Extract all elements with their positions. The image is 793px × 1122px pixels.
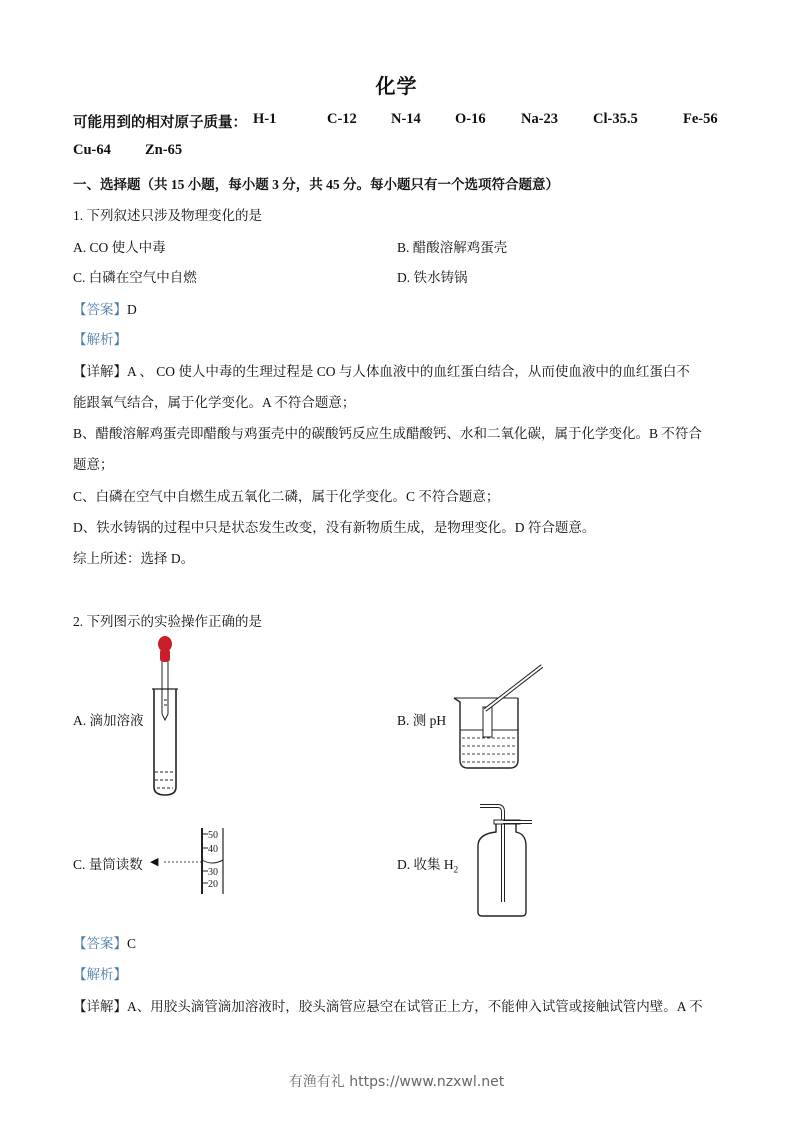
- answer-value: D: [127, 302, 137, 317]
- eye-icon: ◀: [150, 855, 159, 868]
- q2-option-b: B. 测 pH: [397, 713, 447, 728]
- q2-detail-line: 【详解】A、用胶头滴管滴加溶液时，胶头滴管应悬空在试管正上方，不能伸入试管或接触试管内壁。A 不: [73, 999, 703, 1014]
- answer-label: 【答案】: [73, 302, 127, 317]
- q1-detail-line: 题意；: [73, 457, 114, 472]
- section-heading: 一、选择题（共 15 小题，每小题 3 分，共 45 分。每小题只有一个选项符合题意）: [73, 177, 559, 192]
- svg-text:30: 30: [208, 867, 218, 878]
- atomic-mass-item: N-14: [391, 111, 421, 127]
- q2-answer: [73, 932, 136, 952]
- q2-option-d: D. 收集 $H_2$: [397, 857, 459, 875]
- atomic-mass-item: Na-23: [521, 111, 559, 127]
- graduated-cylinder-figure: [160, 826, 240, 896]
- atomic-mass-item: C-12: [327, 111, 357, 127]
- q1-option-d: D. 铁水铸锅: [397, 270, 468, 285]
- q1-detail-line: D、铁水铸锅的过程中只是状态发生改变，没有新物质生成，是物理变化。D 符合题意。: [73, 520, 596, 535]
- page-title: 化学: [375, 76, 418, 98]
- atomic-mass-item: Cl-35.5: [593, 111, 638, 127]
- atomic-mass-item: Cu-64: [73, 142, 111, 158]
- footer-watermark: 有渔有礼 https://www.nzxwl.net: [288, 1074, 505, 1090]
- q1-option-c: C. 白磷在空气中自燃: [73, 270, 197, 285]
- answer-value: C: [127, 936, 137, 951]
- q1-answer: [73, 298, 137, 318]
- q1-summary: 综上所述：选择 D。: [73, 551, 195, 566]
- svg-text:40: 40: [208, 844, 218, 855]
- detail-label: 【详解】: [73, 999, 127, 1014]
- q2-option-c: C. 量筒读数: [73, 857, 143, 872]
- ph-beaker-figure: [452, 662, 552, 772]
- atomic-mass-label: 可能用到的相对原子质量：: [73, 115, 247, 131]
- q1-detail-line: 【详解】A 、 CO 使人中毒的生理过程是 CO 与人体血液中的血红蛋白结合，从而使血液中的血红蛋白不: [73, 364, 690, 379]
- question-1-stem: 1. 下列叙述只涉及物理变化的是: [73, 208, 262, 223]
- atomic-mass-list: [73, 111, 733, 131]
- q1-detail-line: C、白磷在空气中自燃生成五氧化二磷，属于化学变化。C 不符合题意；: [73, 489, 500, 504]
- svg-text:50: 50: [208, 830, 218, 841]
- q1-analysis-label: 【解析】: [73, 332, 127, 347]
- q1-detail-line: B、醋酸溶解鸡蛋壳即醋酸与鸡蛋壳中的碳酸钙反应生成醋酸钙、水和二氧化碳，属于化学变化。B 不符合: [73, 426, 702, 441]
- gas-collection-bottle-figure: [470, 802, 540, 922]
- q2-option-a: A. 滴加溶液: [73, 713, 144, 728]
- question-2-stem: 2. 下列图示的实验操作正确的是: [73, 614, 262, 629]
- answer-label: 【答案】: [73, 936, 127, 951]
- q1-detail-line: 能跟氧气结合，属于化学变化。A 不符合题意；: [73, 395, 356, 410]
- atomic-mass-item: H-1: [253, 111, 277, 127]
- atomic-mass-item: O-16: [455, 111, 486, 127]
- q1-option-b: B. 醋酸溶解鸡蛋壳: [397, 240, 508, 255]
- detail-label: 【详解】: [73, 364, 127, 379]
- q1-option-a: A. CO 使人中毒: [73, 240, 166, 255]
- svg-text:20: 20: [208, 879, 218, 890]
- atomic-mass-item: Fe-56: [683, 111, 718, 127]
- dropper-test-tube-figure: [145, 632, 195, 802]
- atomic-mass-list-cont: [73, 142, 273, 162]
- atomic-mass-item: Zn-65: [145, 142, 183, 158]
- q2-analysis-label: 【解析】: [73, 967, 127, 982]
